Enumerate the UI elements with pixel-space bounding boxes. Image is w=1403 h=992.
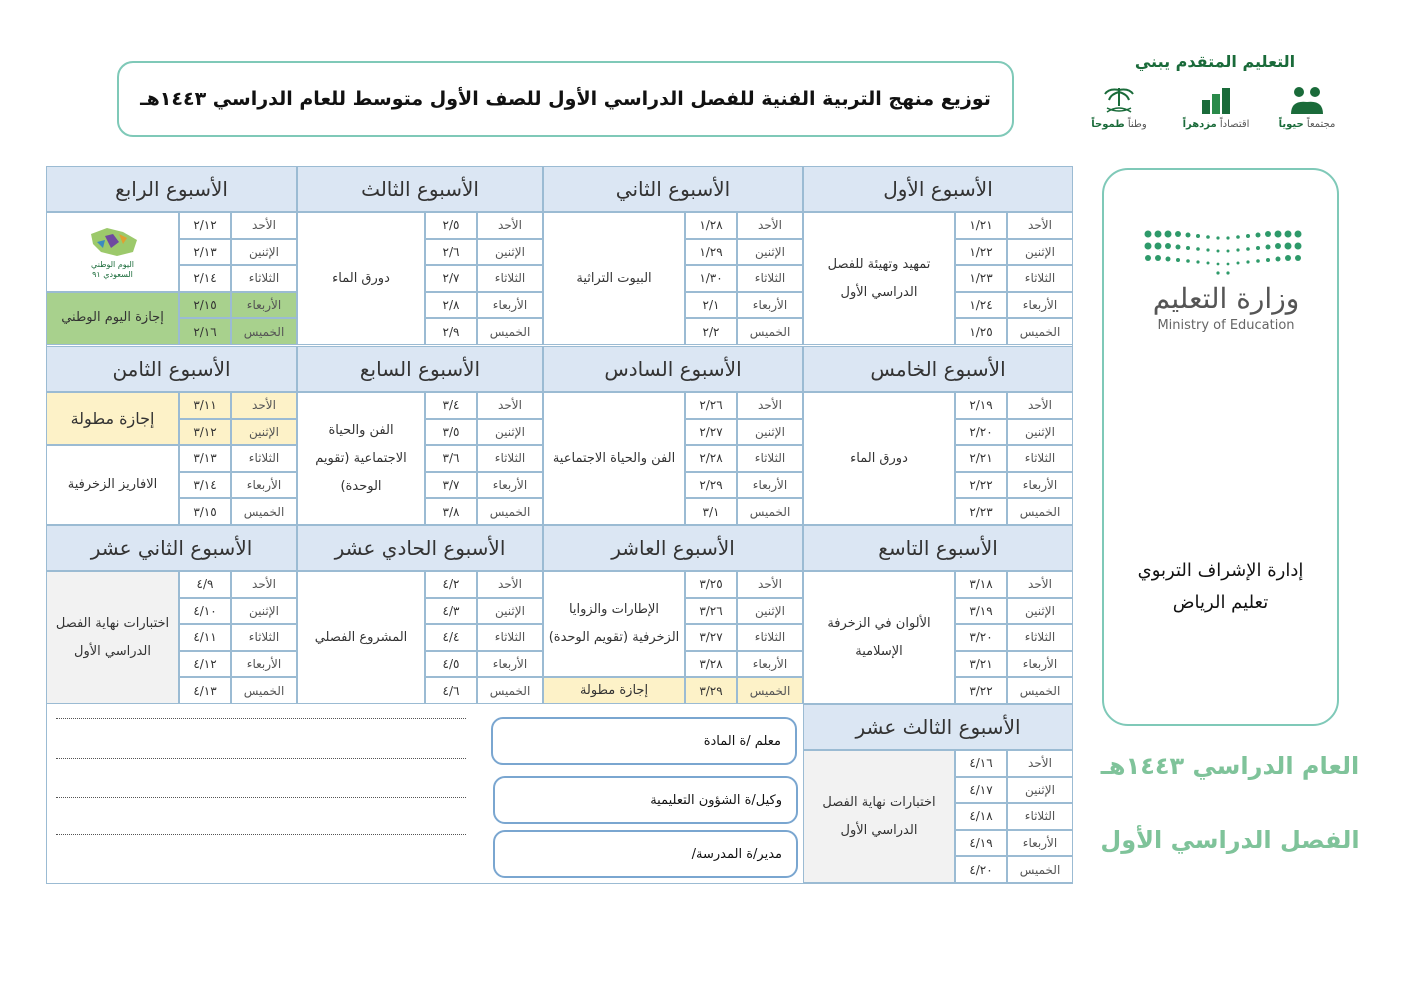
date-cell: ٢/١٢ xyxy=(179,212,231,239)
date-cell: ٢/١٩ xyxy=(955,392,1007,419)
day-name: الثلاثاء xyxy=(231,265,297,292)
date-cell: ٤/١٢ xyxy=(179,651,231,678)
date-cell: ١/٢٥ xyxy=(955,318,1007,345)
day-name: الثلاثاء xyxy=(231,624,297,651)
date-cell: ٢/١٣ xyxy=(179,239,231,266)
date-cell: ٣/١٣ xyxy=(179,445,231,472)
academic-year: العام الدراسي ١٤٤٣هـ xyxy=(1100,752,1360,780)
day-name: الخميس xyxy=(477,677,543,704)
date-cell: ١/٢٤ xyxy=(955,292,1007,319)
day-name: الإثنين xyxy=(1007,777,1073,804)
day-name: الأربعاء xyxy=(477,292,543,319)
week-header: الأسبوع الثالث عشر xyxy=(803,704,1073,750)
day-name: الإثنين xyxy=(477,239,543,266)
day-name: الأحد xyxy=(737,212,803,239)
date-cell: ٤/١١ xyxy=(179,624,231,651)
palm-swords-icon xyxy=(1099,84,1139,116)
day-name: الإثنين xyxy=(1007,419,1073,446)
date-cell: ٣/١١ xyxy=(179,392,231,419)
date-cell: ٢/٥ xyxy=(425,212,477,239)
department-line1: إدارة الإشراف التربوي xyxy=(1137,560,1304,581)
date-cell: ٣/٦ xyxy=(425,445,477,472)
date-cell: ٤/١٩ xyxy=(955,830,1007,857)
signature-deputy: وكيل/ة الشؤون التعليمية xyxy=(493,776,798,824)
day-name: الثلاثاء xyxy=(231,445,297,472)
date-cell: ٤/٢٠ xyxy=(955,856,1007,883)
date-cell: ١/٢٣ xyxy=(955,265,1007,292)
day-name: الخميس xyxy=(737,677,803,704)
day-name: الأحد xyxy=(1007,571,1073,598)
topic-cell: المشروع الفصلي xyxy=(297,571,425,704)
week-header: الأسبوع الأول xyxy=(803,166,1073,212)
date-cell: ١/٢٢ xyxy=(955,239,1007,266)
day-name: الخميس xyxy=(477,498,543,525)
day-name: الأربعاء xyxy=(231,651,297,678)
holiday-cell: إجازة مطولة xyxy=(543,677,685,704)
day-name: الثلاثاء xyxy=(1007,445,1073,472)
date-cell: ٤/١٧ xyxy=(955,777,1007,804)
day-name: الإثنين xyxy=(737,598,803,625)
national-day-line1: اليوم الوطني xyxy=(91,259,134,269)
day-name: الثلاثاء xyxy=(737,445,803,472)
day-name: الأحد xyxy=(1007,750,1073,777)
topic-cell: دورق الماء xyxy=(297,212,425,345)
week-header: الأسبوع الخامس xyxy=(803,346,1073,392)
date-cell: ٤/١٠ xyxy=(179,598,231,625)
day-name: الإثنين xyxy=(477,419,543,446)
date-cell: ٢/٢٦ xyxy=(685,392,737,419)
title-box xyxy=(117,61,1014,137)
date-cell: ٣/٢٥ xyxy=(685,571,737,598)
society-icon xyxy=(1287,84,1327,116)
date-cell: ٤/١٦ xyxy=(955,750,1007,777)
date-cell: ٣/١٩ xyxy=(955,598,1007,625)
day-name: الإثنين xyxy=(477,598,543,625)
day-name: الأربعاء xyxy=(477,651,543,678)
day-name: الخميس xyxy=(477,318,543,345)
date-cell: ٣/١٥ xyxy=(179,498,231,525)
day-name: الثلاثاء xyxy=(477,445,543,472)
day-name: الثلاثاء xyxy=(737,265,803,292)
date-cell: ٣/٥ xyxy=(425,419,477,446)
date-cell: ٤/٣ xyxy=(425,598,477,625)
date-cell: ٣/٢٩ xyxy=(685,677,737,704)
date-cell: ٣/١٤ xyxy=(179,472,231,499)
date-cell: ٢/٨ xyxy=(425,292,477,319)
signature-principal: مدير/ة المدرسة/ xyxy=(493,830,798,878)
week-header: الأسبوع الحادي عشر xyxy=(297,525,543,571)
week-header: الأسبوع الثالث xyxy=(297,166,543,212)
day-name: الخميس xyxy=(737,318,803,345)
week-header: الأسبوع الثامن xyxy=(46,346,297,392)
dotted-line xyxy=(56,834,466,835)
signature-teacher: معلم /ة المادة xyxy=(491,717,797,765)
day-name: الإثنين xyxy=(231,239,297,266)
date-cell: ٤/٢ xyxy=(425,571,477,598)
day-name: الأربعاء xyxy=(1007,651,1073,678)
date-cell: ٢/١٦ xyxy=(179,318,231,345)
date-cell: ١/٢٨ xyxy=(685,212,737,239)
date-cell: ٤/٩ xyxy=(179,571,231,598)
day-name: الخميس xyxy=(737,498,803,525)
day-name: الخميس xyxy=(1007,498,1073,525)
national-day-logo xyxy=(46,212,179,292)
dotted-line xyxy=(56,797,466,798)
department xyxy=(1104,555,1337,619)
day-name: الإثنين xyxy=(737,239,803,266)
date-cell: ٣/٨ xyxy=(425,498,477,525)
day-name: الإثنين xyxy=(1007,239,1073,266)
topic-cell: الفن والحياة الاجتماعية (تقويم الوحدة) xyxy=(297,392,425,525)
day-name: الخميس xyxy=(231,318,297,345)
day-name: الأربعاء xyxy=(737,292,803,319)
day-name: الأحد xyxy=(737,392,803,419)
week-header: الأسبوع السابع xyxy=(297,346,543,392)
day-name: الأربعاء xyxy=(231,292,297,319)
date-cell: ٢/١ xyxy=(685,292,737,319)
date-cell: ٣/٢٨ xyxy=(685,651,737,678)
date-cell: ١/٣٠ xyxy=(685,265,737,292)
topic-cell: البيوت التراثية xyxy=(543,212,685,345)
week-header: الأسبوع الثاني xyxy=(543,166,803,212)
date-cell: ٤/٥ xyxy=(425,651,477,678)
day-name: الأربعاء xyxy=(231,472,297,499)
page-title: توزيع منهج التربية الفنية للفصل الدراسي الأول للصف الأول متوسط للعام الدراسي ١٤٤٣هـ xyxy=(140,88,991,110)
date-cell: ٢/٢٩ xyxy=(685,472,737,499)
day-name: الثلاثاء xyxy=(477,265,543,292)
day-name: الخميس xyxy=(1007,677,1073,704)
day-name: الثلاثاء xyxy=(477,624,543,651)
day-name: الأحد xyxy=(477,571,543,598)
date-cell: ٣/١٢ xyxy=(179,419,231,446)
topic-cell: الفن والحياة الاجتماعية xyxy=(543,392,685,525)
dotted-line xyxy=(56,718,466,719)
date-cell: ٢/٩ xyxy=(425,318,477,345)
holiday-cell: إجازة اليوم الوطني xyxy=(46,292,179,345)
saudi-map-icon xyxy=(83,224,143,260)
day-name: الأربعاء xyxy=(477,472,543,499)
date-cell: ٣/٤ xyxy=(425,392,477,419)
date-cell: ٣/٢١ xyxy=(955,651,1007,678)
day-name: الأحد xyxy=(737,571,803,598)
day-name: الأحد xyxy=(231,212,297,239)
date-cell: ٢/٢٠ xyxy=(955,419,1007,446)
topic-cell: دورق الماء xyxy=(803,392,955,525)
vision-tagline: التعليم المتقدم يبني xyxy=(1134,52,1296,71)
date-cell: ٤/١٨ xyxy=(955,803,1007,830)
day-name: الأحد xyxy=(1007,392,1073,419)
date-cell: ٣/٧ xyxy=(425,472,477,499)
day-name: الإثنين xyxy=(231,419,297,446)
date-cell: ٣/٢٢ xyxy=(955,677,1007,704)
ministry-name-ar: وزارة التعليم xyxy=(1152,282,1300,315)
day-name: الأحد xyxy=(231,571,297,598)
date-cell: ٢/٧ xyxy=(425,265,477,292)
day-name: الثلاثاء xyxy=(1007,803,1073,830)
date-cell: ١/٢١ xyxy=(955,212,1007,239)
day-name: الإثنين xyxy=(737,419,803,446)
date-cell: ٢/٢٢ xyxy=(955,472,1007,499)
topic-cell: الألوان في الزخرفة الإسلامية xyxy=(803,571,955,704)
topic-cell: الإطارات والزوايا الزخرفية (تقويم الوحدة) xyxy=(543,571,685,677)
ministry-name-en: Ministry of Education xyxy=(1157,318,1295,333)
week-header: الأسبوع الرابع xyxy=(46,166,297,212)
day-name: الأحد xyxy=(477,392,543,419)
date-cell: ٤/١٣ xyxy=(179,677,231,704)
day-name: الأربعاء xyxy=(1007,292,1073,319)
holiday-cell: إجازة مطولة xyxy=(46,392,179,445)
day-name: الأربعاء xyxy=(737,472,803,499)
day-name: الخميس xyxy=(1007,318,1073,345)
semester: الفصل الدراسي الأول xyxy=(1100,826,1360,854)
date-cell: ٣/٢٧ xyxy=(685,624,737,651)
day-name: الأحد xyxy=(231,392,297,419)
day-name: الخميس xyxy=(231,677,297,704)
day-name: الثلاثاء xyxy=(1007,624,1073,651)
date-cell: ٢/٢٧ xyxy=(685,419,737,446)
department-line2: تعليم الرياض xyxy=(1172,592,1269,613)
date-cell: ٢/٢ xyxy=(685,318,737,345)
day-name: الخميس xyxy=(231,498,297,525)
topic-cell: اختبارات نهاية الفصل الدراسي الأول xyxy=(803,750,955,883)
dotted-line xyxy=(56,758,466,759)
day-name: الأربعاء xyxy=(737,651,803,678)
day-name: الأربعاء xyxy=(1007,830,1073,857)
day-name: الإثنين xyxy=(231,598,297,625)
date-cell: ٢/٢٣ xyxy=(955,498,1007,525)
day-name: الأربعاء xyxy=(1007,472,1073,499)
date-cell: ٢/١٤ xyxy=(179,265,231,292)
week-header: الأسبوع التاسع xyxy=(803,525,1073,571)
topic-cell: الافاريز الزخرفية xyxy=(46,445,179,525)
day-name: الثلاثاء xyxy=(737,624,803,651)
week-header: الأسبوع السادس xyxy=(543,346,803,392)
topic-cell: اختبارات نهاية الفصل الدراسي الأول xyxy=(46,571,179,704)
economy-icon xyxy=(1196,84,1236,116)
ministry-logo-icon xyxy=(1140,226,1312,278)
day-name: الأحد xyxy=(1007,212,1073,239)
date-cell: ١/٢٩ xyxy=(685,239,737,266)
topic-cell: تمهيد وتهيئة للفصل الدراسي الأول xyxy=(803,212,955,345)
vision-pillar-nation: وطناً طموحاً xyxy=(1080,84,1158,140)
date-cell: ٤/٤ xyxy=(425,624,477,651)
day-name: الأحد xyxy=(477,212,543,239)
vision-pillar-economy: اقتصاداً مزدهراً xyxy=(1177,84,1255,140)
date-cell: ٢/٢١ xyxy=(955,445,1007,472)
day-name: الثلاثاء xyxy=(1007,265,1073,292)
date-cell: ٢/٦ xyxy=(425,239,477,266)
national-day-line2: السعودي ٩١ xyxy=(92,269,133,279)
date-cell: ٣/١٨ xyxy=(955,571,1007,598)
week-header: الأسبوع الثاني عشر xyxy=(46,525,297,571)
date-cell: ٢/١٥ xyxy=(179,292,231,319)
day-name: الخميس xyxy=(1007,856,1073,883)
date-cell: ٣/٢٠ xyxy=(955,624,1007,651)
vision-pillar-society: مجتمعاً حيوياً xyxy=(1268,84,1346,140)
date-cell: ٣/١ xyxy=(685,498,737,525)
week-header: الأسبوع العاشر xyxy=(543,525,803,571)
date-cell: ٣/٢٦ xyxy=(685,598,737,625)
day-name: الإثنين xyxy=(1007,598,1073,625)
date-cell: ٤/٦ xyxy=(425,677,477,704)
date-cell: ٢/٢٨ xyxy=(685,445,737,472)
